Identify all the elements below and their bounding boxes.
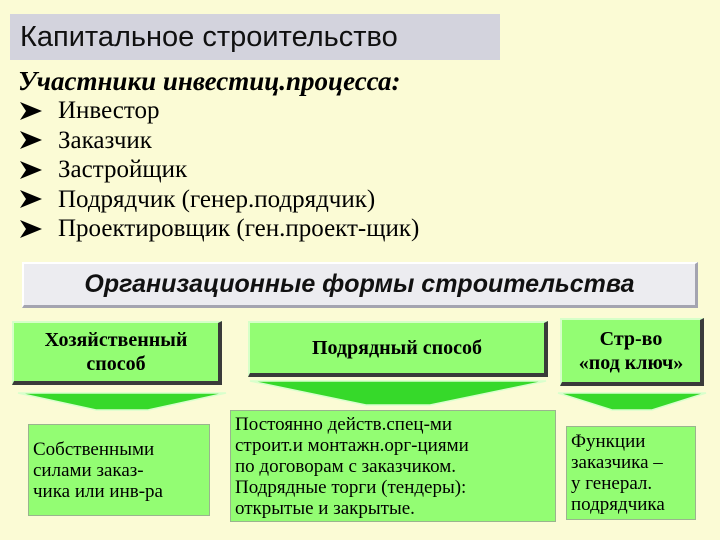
method-label-line: «под ключ»	[578, 352, 684, 374]
description-line: открытые и закрытые.	[235, 497, 415, 519]
method-description-contract	[230, 410, 556, 522]
method-label-line: Подрядный способ	[311, 337, 483, 359]
down-arrow-icon	[16, 390, 228, 416]
arrow-bullet-icon	[18, 189, 44, 209]
list-item	[18, 214, 419, 244]
participants-section	[18, 66, 419, 244]
description-line: Собственными	[33, 438, 155, 460]
arrow-bullet-icon	[18, 219, 44, 239]
participant-label: Проектировщик (ген.проект-щик)	[58, 215, 420, 242]
method-label-line: способ	[86, 353, 146, 375]
participant-label: Инвестор	[58, 97, 160, 124]
method-box-turnkey	[560, 318, 704, 386]
method-label-line: Хозяйственный	[44, 329, 188, 351]
arrow-bullet-icon	[18, 130, 44, 150]
description-line: подрядчика	[571, 494, 665, 515]
page-title: Капитальное строительство	[10, 14, 500, 60]
arrow-bullet-icon	[18, 101, 44, 121]
method-description-turnkey	[566, 426, 696, 520]
section-title: Организационные формы строительства	[22, 262, 698, 308]
description-line: по договорам с заказчиком.	[235, 455, 456, 477]
description-line: у генерал.	[571, 473, 653, 494]
description-line: Функции	[571, 431, 646, 452]
description-line: строит.и монтажн.орг-циями	[235, 434, 469, 456]
down-arrow-icon	[556, 390, 708, 416]
description-line: Постоянно действ.спец-ми	[235, 413, 453, 435]
list-item	[18, 155, 419, 185]
method-description-household	[28, 424, 210, 516]
participant-label: Подрядчик (генер.подрядчик)	[58, 185, 376, 213]
description-line: чика или инв-ра	[33, 480, 163, 502]
arrow-bullet-icon	[18, 160, 44, 180]
method-box-contract	[248, 321, 548, 377]
down-arrow-icon	[248, 378, 548, 408]
participant-label: Застройщик	[58, 156, 188, 183]
description-line: силами заказ-	[33, 459, 144, 481]
method-label-line: Стр-во	[599, 328, 663, 350]
participant-label: Заказчик	[58, 126, 152, 154]
description-line: Подрядные торги (тендеры):	[235, 476, 467, 498]
participants-list	[18, 96, 419, 244]
list-item	[18, 185, 419, 215]
description-line: заказчика –	[571, 452, 663, 473]
participants-heading: Участники инвестиц.процесса:	[18, 66, 401, 96]
list-item	[18, 96, 419, 126]
method-box-household	[12, 321, 222, 385]
list-item	[18, 126, 419, 156]
